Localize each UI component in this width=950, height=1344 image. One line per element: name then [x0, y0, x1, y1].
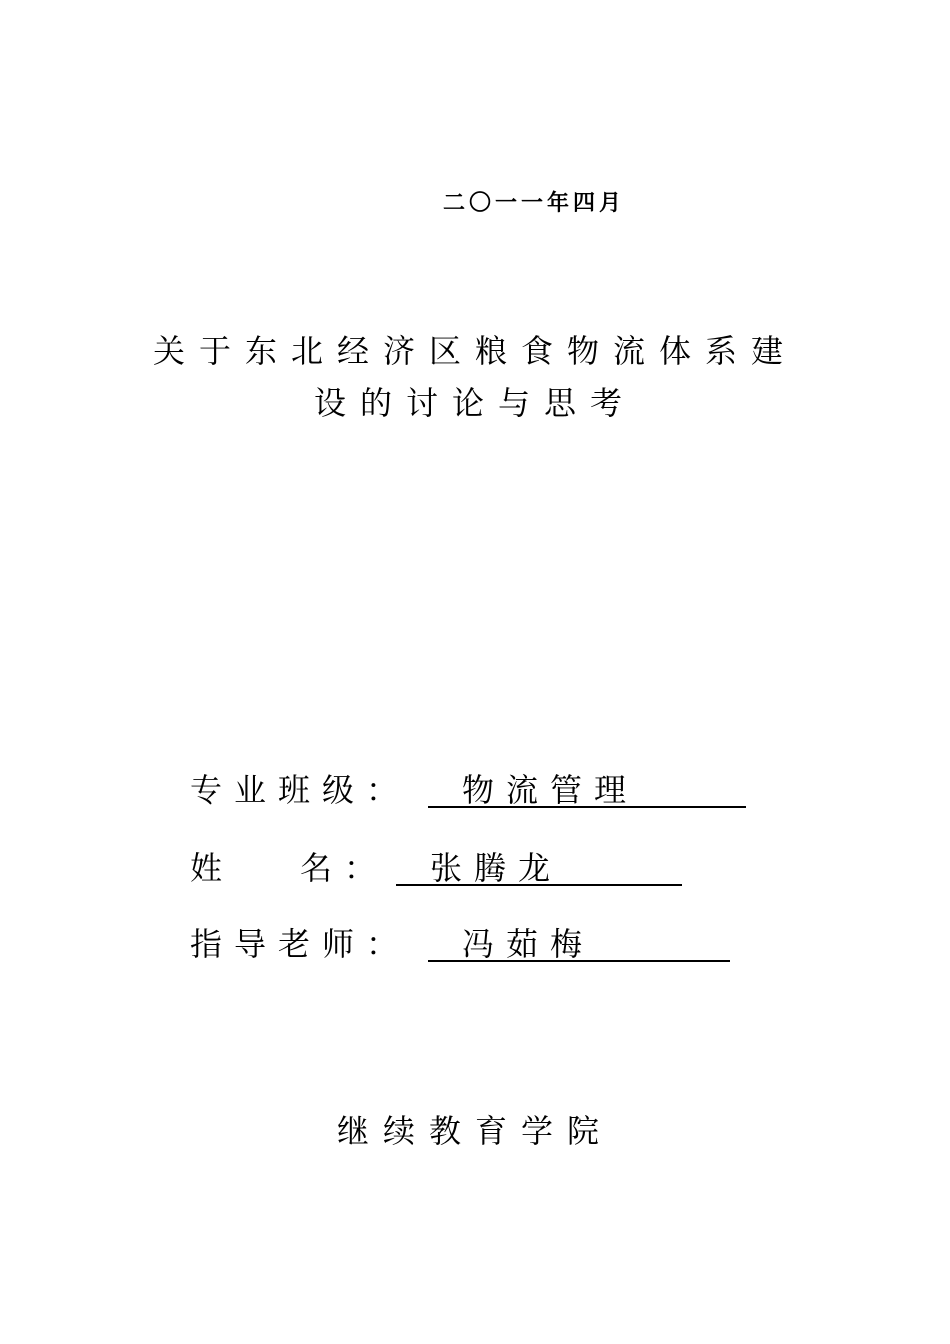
name-label-part-2: 名：: [300, 849, 389, 887]
school-name: 继续教育学院: [336, 1112, 613, 1150]
advisor-value: 冯茹梅: [428, 924, 730, 962]
major-value: 物流管理: [428, 770, 746, 808]
document-title-line-1: 关于东北经济区粮食物流体系建: [152, 332, 797, 370]
major-label: 专业班级：: [190, 771, 411, 809]
name-label-part-1: 姓: [190, 849, 235, 887]
advisor-label: 指导老师：: [190, 925, 411, 963]
name-value: 张腾龙: [396, 848, 682, 886]
document-date: 二〇一一年四月: [443, 191, 626, 216]
document-title-line-2: 设的讨论与思考: [313, 384, 636, 422]
